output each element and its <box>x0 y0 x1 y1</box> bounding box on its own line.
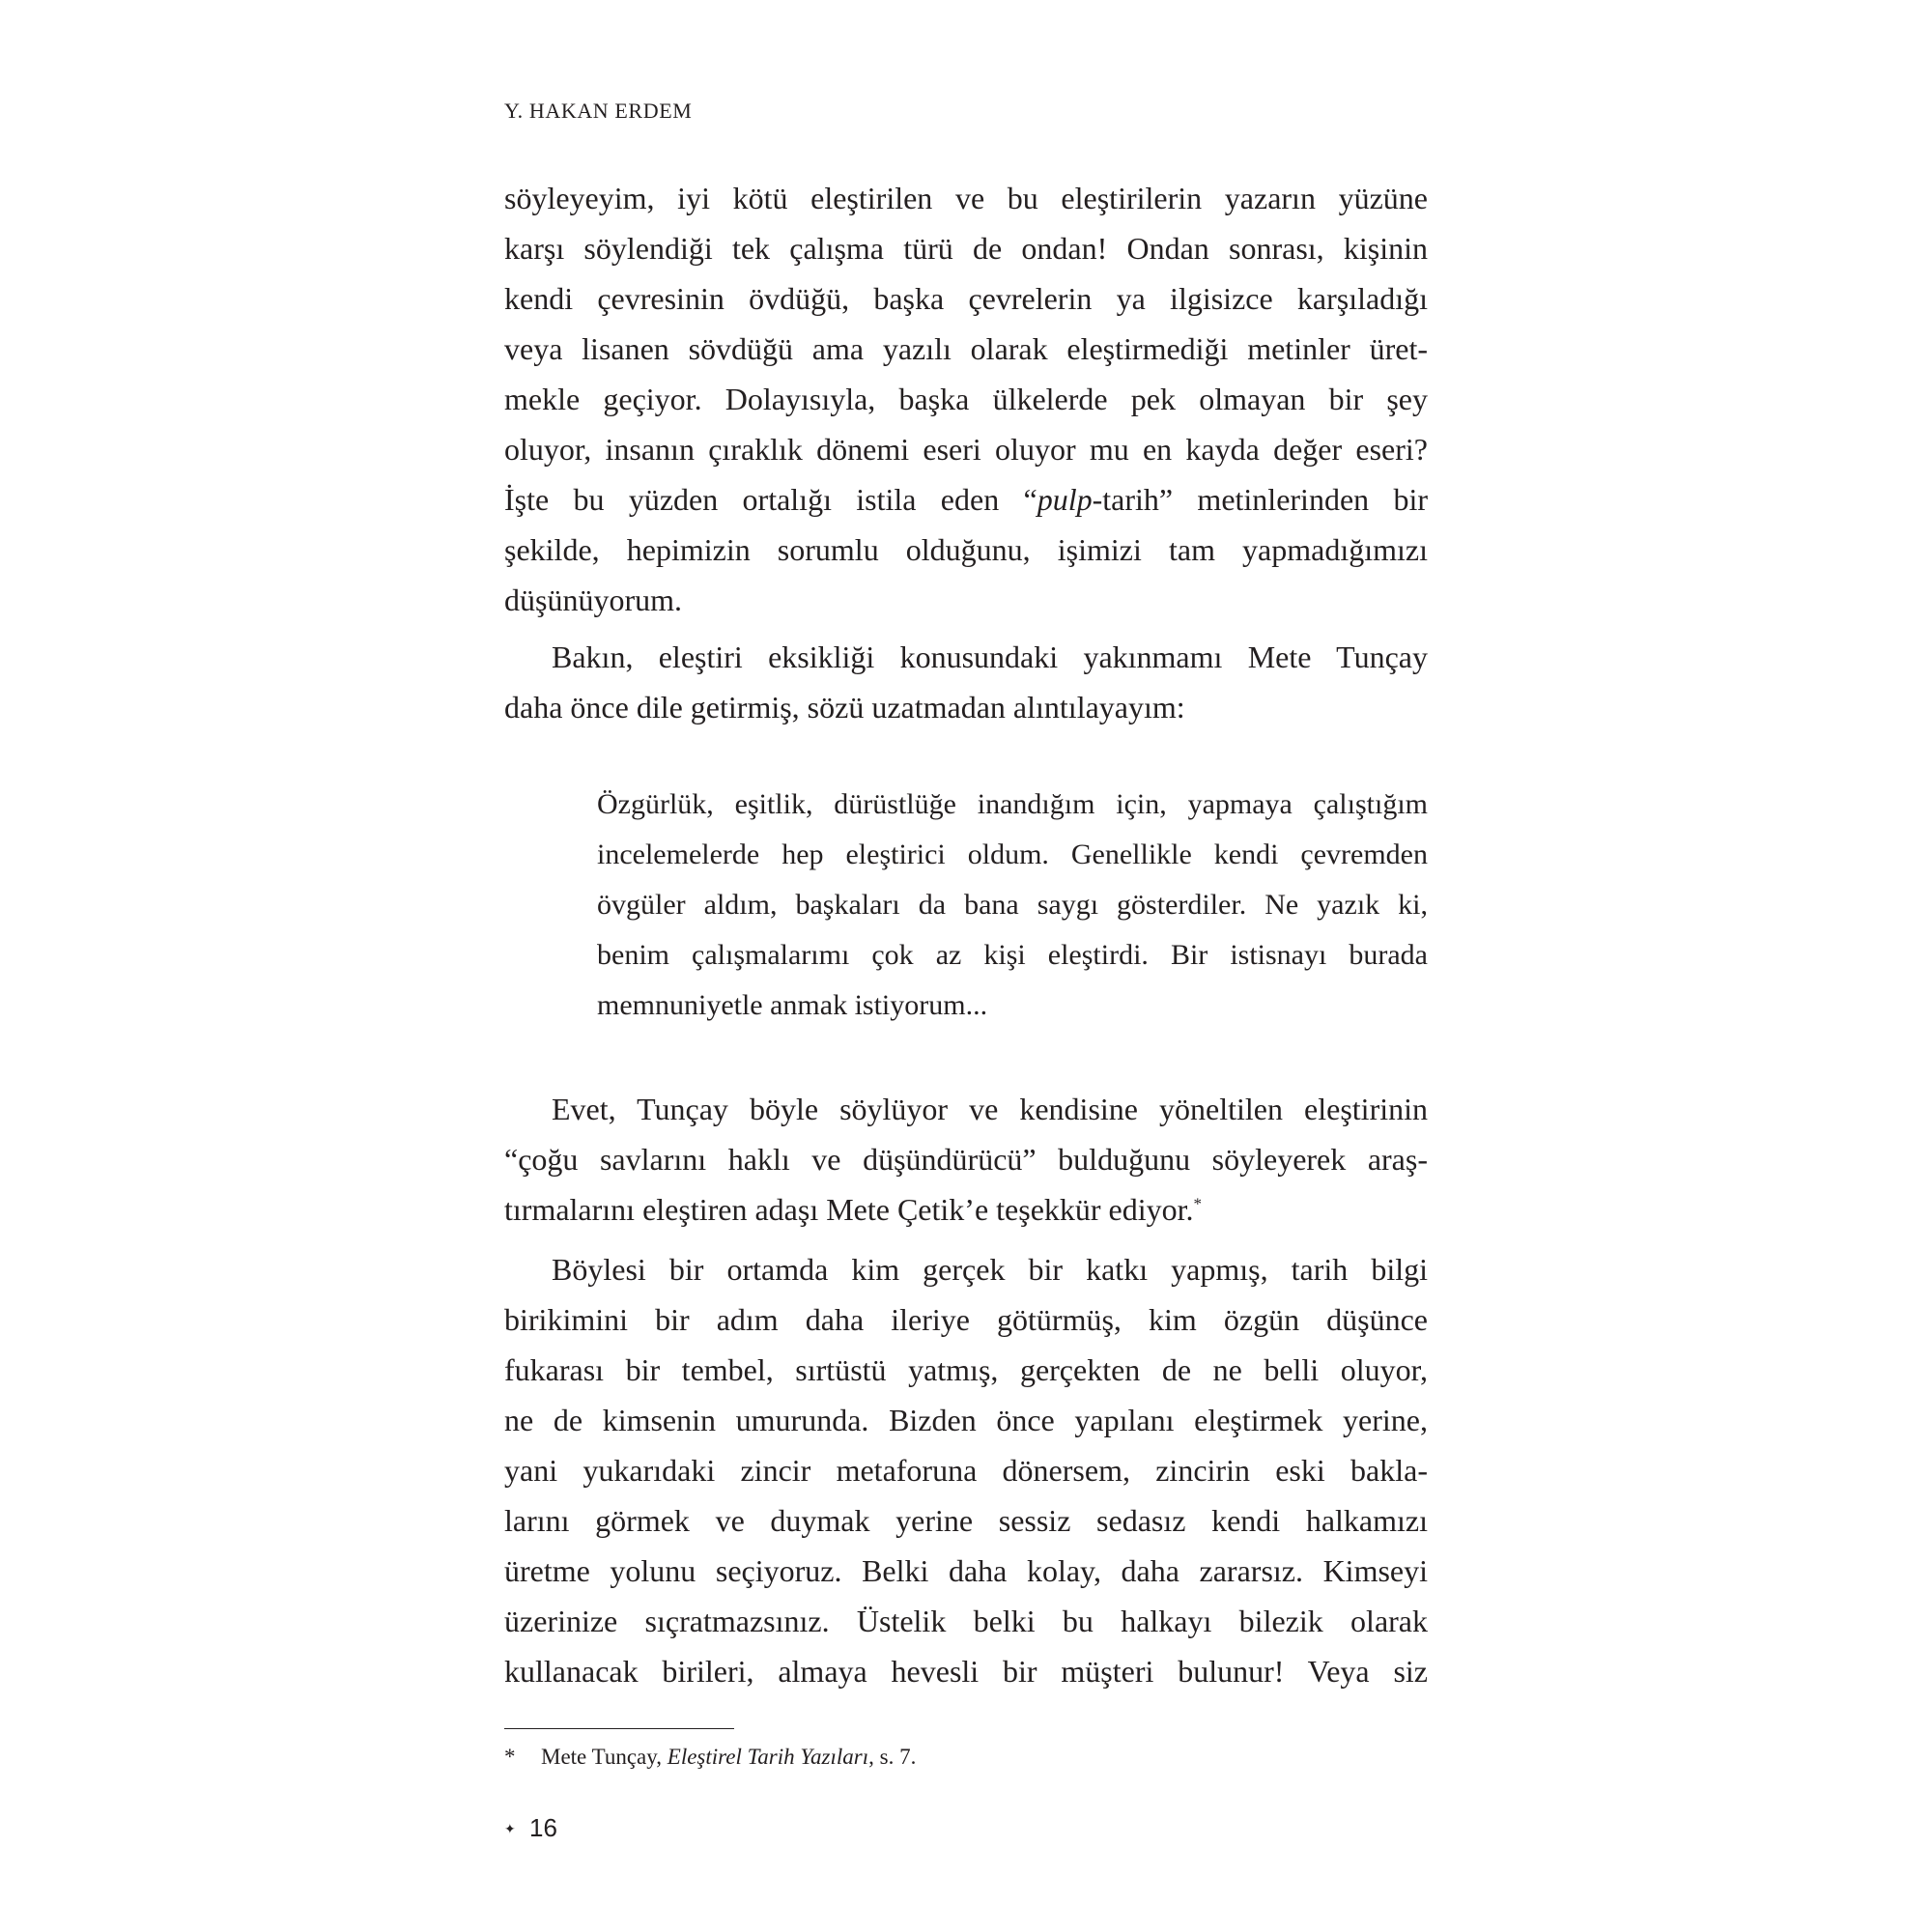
page-number-value: 16 <box>529 1813 557 1842</box>
line-text: üzerinize sıçratmazsınız. Üstelik belki bu halkayı bilezik olarak <box>504 1604 1428 1638</box>
running-head: Y. HAKAN ERDEM <box>504 99 693 123</box>
paragraph-1 <box>504 173 1428 625</box>
line-text <box>504 482 1428 517</box>
footnote-rule <box>504 1728 734 1729</box>
text-line <box>504 1445 1428 1495</box>
text-segment: -tarih” metinlerinden bir <box>1092 482 1429 517</box>
text-line <box>552 1244 1428 1294</box>
line-text: larını görmek ve duymak yerine sessiz sedasız kendi halkamızı <box>504 1503 1428 1538</box>
text-line <box>504 1646 1428 1696</box>
text-line <box>504 1395 1428 1445</box>
star-ornament-icon: ✦ <box>504 1822 516 1838</box>
paragraph-4 <box>504 1244 1428 1696</box>
paragraph-3 <box>504 1084 1428 1235</box>
page-number <box>504 1813 557 1844</box>
line-text: söyleyeyim, iyi kötü eleştirilen ve bu eleştirilerin yazarın yüzüne <box>504 181 1428 215</box>
footnote-author: Mete Tunçay, <box>541 1745 668 1769</box>
quote-line <box>597 780 1428 830</box>
footnote-reference: * <box>1193 1194 1203 1213</box>
line-text: Bakın, eleştiri eksikliği konusundaki yakınmamı Mete Tunçay <box>552 639 1428 674</box>
quote-line <box>597 880 1428 930</box>
text-line <box>504 223 1428 273</box>
text-line <box>504 374 1428 424</box>
text-segment: tırmalarını eleştiren adaşı Mete Çetik’e teşekkür ediyor. <box>504 1192 1194 1227</box>
line-text: “çoğu savlarını haklı ve düşündürücü” bulduğunu söyleyerek araş- <box>504 1142 1428 1177</box>
line-text: üretme yolunu seçiyoruz. Belki daha kolay, daha zararsız. Kimseyi <box>504 1553 1428 1588</box>
italic-term: pulp <box>1037 482 1093 517</box>
text-line <box>552 632 1428 682</box>
line-text: incelemelerde hep eleştirici oldum. Genellikle kendi çevremden <box>597 838 1428 870</box>
text-line <box>552 1084 1428 1134</box>
line-text <box>504 1192 1202 1227</box>
text-line <box>504 575 1428 625</box>
line-text: memnuniyetle anmak istiyorum... <box>597 989 988 1021</box>
line-text: mekle geçiyor. Dolayısıyla, başka ülkelerde pek olmayan bir şey <box>504 382 1428 416</box>
line-text: Böylesi bir ortamda kim gerçek bir katkı yapmış, tarih bilgi <box>552 1252 1428 1287</box>
line-text: kullanacak birileri, almaya hevesli bir müşteri bulunur! Veya siz <box>504 1654 1428 1689</box>
text-segment: İşte bu yüzden ortalığı istila eden “ <box>504 482 1037 517</box>
quote-line <box>597 980 1428 1031</box>
text-line <box>504 1546 1428 1596</box>
text-line <box>504 1345 1428 1395</box>
text-line <box>504 525 1428 575</box>
footnote-pages: , s. 7. <box>868 1745 917 1769</box>
footnote <box>504 1743 916 1772</box>
text-line <box>504 1134 1428 1184</box>
text-line <box>504 1184 1428 1235</box>
text-line <box>504 474 1428 525</box>
line-text: Özgürlük, eşitlik, dürüstlüğe inandığım için, yapmaya çalıştığım <box>597 788 1428 820</box>
line-text: şekilde, hepimizin sorumlu olduğunu, işimizi tam yapmadığımızı <box>504 532 1428 567</box>
line-text: benim çalışmalarımı çok az kişi eleştirdi. Bir istisnayı burada <box>597 939 1428 971</box>
line-text: ne de kimsenin umurunda. Bizden önce yapılanı eleştirmek yerine, <box>504 1403 1428 1437</box>
text-line <box>504 1294 1428 1345</box>
line-text: veya lisanen sövdüğü ama yazılı olarak eleştirmediği metinler üret- <box>504 331 1428 366</box>
line-text: kendi çevresinin övdüğü, başka çevrelerin ya ilgisizce karşıladığı <box>504 281 1428 316</box>
line-text: düşünüyorum. <box>504 582 682 617</box>
text-line <box>504 273 1428 324</box>
quote-line <box>597 930 1428 980</box>
line-text: karşı söylendiği tek çalışma türü de ondan! Ondan sonrası, kişinin <box>504 231 1428 266</box>
footnote-title: Eleştirel Tarih Yazıları <box>667 1745 869 1769</box>
text-line <box>504 173 1428 223</box>
footnote-marker: * <box>504 1745 516 1769</box>
text-line <box>504 424 1428 474</box>
block-quote <box>597 780 1428 1031</box>
line-text: fukarası bir tembel, sırtüstü yatmış, gerçekten de ne belli oluyor, <box>504 1352 1428 1387</box>
text-line <box>504 682 1428 732</box>
line-text: birikimini bir adım daha ileriye götürmüş, kim özgün düşünce <box>504 1302 1428 1337</box>
line-text: oluyor, insanın çıraklık dönemi eseri oluyor mu en kayda değer eseri? <box>504 432 1428 467</box>
line-text: yani yukarıdaki zincir metaforuna dönersem, zincirin eski bakla- <box>504 1453 1428 1488</box>
line-text: daha önce dile getirmiş, sözü uzatmadan alıntılayayım: <box>504 690 1185 724</box>
quote-line <box>597 830 1428 880</box>
text-line <box>504 1596 1428 1646</box>
line-text: övgüler aldım, başkaları da bana saygı gösterdiler. Ne yazık ki, <box>597 889 1428 921</box>
paragraph-2 <box>504 632 1428 732</box>
line-text: Evet, Tunçay böyle söylüyor ve kendisine yöneltilen eleştirinin <box>552 1092 1428 1126</box>
text-line <box>504 1495 1428 1546</box>
text-line <box>504 324 1428 374</box>
